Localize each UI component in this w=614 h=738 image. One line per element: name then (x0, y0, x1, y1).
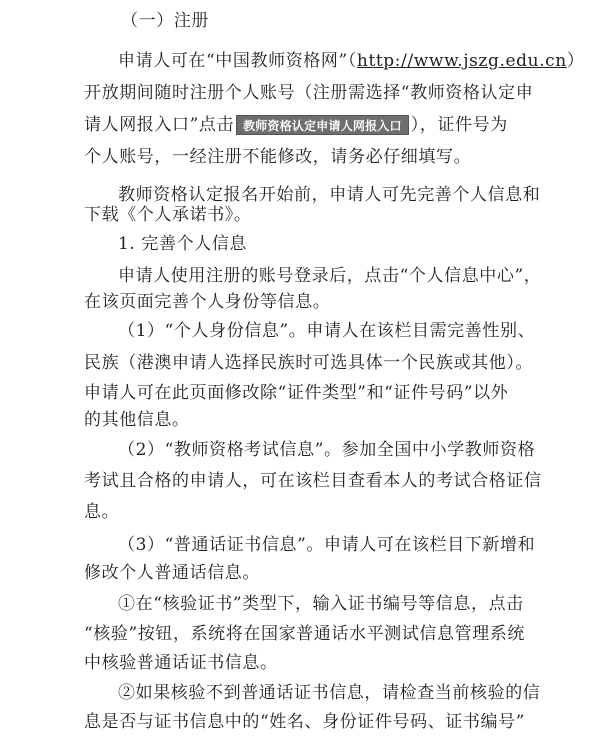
subheading: 1. 完善个人信息 (118, 234, 248, 254)
section-heading: （一）注册 (121, 11, 209, 31)
jszg-website-link[interactable]: http://www.jszg.edu.cn (356, 51, 567, 71)
paragraph-line: （3）“普通话证书信息”。申请人可在该栏目下新增和 (118, 535, 536, 555)
paragraph-line: 修改个人普通话信息。 (84, 563, 260, 583)
paragraph-line: 息。 (84, 502, 120, 522)
paragraph-line: 息是否与证书信息中的“姓名、身份证件号码、证书编号” (84, 712, 525, 732)
text-span: ），证件号为 (410, 115, 508, 135)
paragraph-line: 考试且合格的申请人，可在该栏目查看本人的考试合格证信 (84, 471, 542, 491)
paragraph-line: 的其他信息。 (84, 410, 190, 430)
paragraph-line: 个人账号，一经注册不能修改，请务必仔细填写。 (84, 147, 472, 167)
text-span: 申请人可在“中国教师资格网”（ (118, 51, 357, 71)
paragraph-line: 开放期间随时注册个人账号（注册需选择“教师资格认定申 (84, 83, 534, 103)
paragraph-line: 民族（港澳申请人选择民族时可选具体一个民族或其他）。 (84, 353, 534, 373)
paragraph-line: 教师资格认定报名开始前，申请人可先完善个人信息和 (118, 185, 541, 205)
paragraph-line: 中核验普通话证书信息。 (84, 653, 278, 673)
text-span: ） (566, 51, 585, 71)
paragraph-line: ①在“核验证书”类型下，输入证书编号等信息，点击 (118, 594, 524, 614)
text-span: 请人网报入口”点击 (84, 115, 235, 135)
paragraph-line: “核验”按钮，系统将在国家普通话水平测试信息管理系统 (84, 624, 525, 644)
paragraph-line: 在该页面完善个人身份等信息。 (84, 292, 331, 312)
paragraph-line: 申请人使用注册的账号登录后，点击“个人信息中心”， (118, 266, 542, 286)
applicant-entry-button[interactable]: 教师资格认定申请人网报入口 (236, 115, 409, 135)
paragraph-line: ②如果核验不到普通话证书信息，请检查当前核验的信 (118, 683, 541, 703)
paragraph-line (84, 115, 508, 135)
paragraph-line (118, 51, 584, 71)
paragraph-line: （2）“教师资格考试信息”。参加全国中小学教师资格 (118, 440, 536, 460)
paragraph-line: 下载《个人承诺书》。 (84, 205, 252, 225)
paragraph-line: 申请人可在此页面修改除“证件类型”和“证件号码”以外 (84, 383, 509, 403)
paragraph-line: （1）“个人身份信息”。申请人在该栏目需完善性别、 (118, 321, 536, 341)
